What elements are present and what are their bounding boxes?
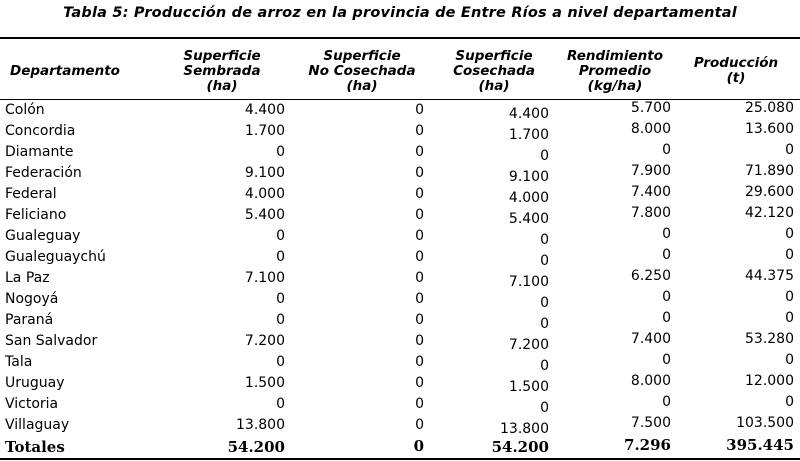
value-cell: 13.800 <box>500 421 549 437</box>
value-cell: 8.000 <box>630 373 671 389</box>
value-cell: 0 <box>540 232 549 248</box>
department-cell: Concordia <box>5 123 76 139</box>
value-cell: 1.500 <box>244 375 285 391</box>
column-header-1 <box>158 44 286 98</box>
table-row <box>0 247 800 268</box>
column-header-5 <box>680 44 792 98</box>
value-cell: 0 <box>662 310 671 326</box>
department-cell: Gualeguaychú <box>5 249 106 265</box>
value-cell: 0 <box>662 352 671 368</box>
column-header-line: Producción <box>693 55 779 71</box>
department-cell: Tala <box>5 354 33 370</box>
value-cell: 0 <box>415 249 424 265</box>
table-row <box>0 100 800 121</box>
table-row <box>0 268 800 289</box>
department-cell: Feliciano <box>5 207 67 223</box>
value-cell: 0 <box>540 148 549 164</box>
department-cell: Federal <box>5 186 57 202</box>
column-header-3 <box>438 44 550 98</box>
value-cell: 0 <box>785 289 794 305</box>
value-cell: 103.500 <box>736 415 794 431</box>
value-cell: 5.400 <box>508 211 549 227</box>
value-cell: 71.890 <box>745 163 794 179</box>
column-header-line: (t) <box>726 70 746 86</box>
value-cell: 4.400 <box>508 106 549 122</box>
value-cell: 4.400 <box>244 102 285 118</box>
column-header-line: Cosechada <box>453 62 535 79</box>
value-cell: 0 <box>276 249 285 265</box>
department-cell: Colón <box>5 102 45 118</box>
table-row <box>0 142 800 163</box>
department-cell: Paraná <box>5 312 54 328</box>
value-cell: 0 <box>540 316 549 332</box>
value-cell: 7.200 <box>508 337 549 353</box>
column-header-line: Promedio <box>578 62 652 79</box>
value-cell: 4.000 <box>244 186 285 202</box>
column-header-line: No Cosechada <box>308 62 416 79</box>
value-cell: 0 <box>415 165 424 181</box>
department-cell: Uruguay <box>5 375 65 391</box>
value-cell: 7.296 <box>624 436 671 454</box>
column-header-line: (ha) <box>478 77 510 94</box>
column-header-line: (ha) <box>206 77 238 94</box>
value-cell: 1.700 <box>244 123 285 139</box>
value-cell: 0 <box>540 358 549 374</box>
table-row <box>0 310 800 331</box>
value-cell: 0 <box>785 247 794 263</box>
column-header-line: Departamento <box>10 62 120 79</box>
value-cell: 0 <box>415 375 424 391</box>
value-cell: 5.400 <box>244 207 285 223</box>
value-cell: 42.120 <box>745 205 794 221</box>
value-cell: 0 <box>415 207 424 223</box>
column-header-line: Rendimiento <box>567 47 663 64</box>
value-cell: 0 <box>276 291 285 307</box>
table-row <box>0 331 800 352</box>
table-row <box>0 394 800 415</box>
value-cell: 7.400 <box>630 184 671 200</box>
department-cell: San Salvador <box>5 333 98 349</box>
value-cell: 7.100 <box>244 270 285 286</box>
value-cell: 0 <box>785 142 794 158</box>
table-top-rule <box>0 37 800 39</box>
department-cell: Diamante <box>5 144 74 160</box>
value-cell: 0 <box>540 400 549 416</box>
table-row <box>0 121 800 142</box>
value-cell: 0 <box>415 417 424 433</box>
column-header-4 <box>556 44 674 98</box>
value-cell: 0 <box>276 144 285 160</box>
column-header-0 <box>4 44 150 98</box>
value-cell: 0 <box>415 144 424 160</box>
value-cell: 7.400 <box>630 331 671 347</box>
table-row <box>0 163 800 184</box>
value-cell: 9.100 <box>508 169 549 185</box>
table-title: Tabla 5: Producción de arroz en la provincia de Entre Ríos a nivel departamental <box>63 5 737 21</box>
value-cell: 0 <box>276 312 285 328</box>
totals-row <box>0 436 800 457</box>
value-cell: 0 <box>415 354 424 370</box>
value-cell: 0 <box>415 102 424 118</box>
value-cell: 44.375 <box>745 268 794 284</box>
value-cell: 0 <box>662 142 671 158</box>
column-header-line: Superficie <box>455 47 533 64</box>
value-cell: 395.445 <box>726 436 794 454</box>
table-body <box>0 100 800 457</box>
department-cell: Totales <box>5 438 65 456</box>
value-cell: 0 <box>785 310 794 326</box>
value-cell: 0 <box>415 396 424 412</box>
department-cell: La Paz <box>5 270 50 286</box>
value-cell: 7.500 <box>630 415 671 431</box>
value-cell: 0 <box>662 247 671 263</box>
value-cell: 1.700 <box>508 127 549 143</box>
value-cell: 8.000 <box>630 121 671 137</box>
department-cell: Villaguay <box>5 417 70 433</box>
column-header-line: (ha) <box>346 77 378 94</box>
value-cell: 54.200 <box>491 438 549 456</box>
column-header-2 <box>292 44 432 98</box>
value-cell: 54.200 <box>227 438 285 456</box>
value-cell: 0 <box>276 354 285 370</box>
table-row <box>0 289 800 310</box>
value-cell: 0 <box>785 394 794 410</box>
value-cell: 0 <box>415 312 424 328</box>
value-cell: 0 <box>415 333 424 349</box>
table-row <box>0 352 800 373</box>
value-cell: 7.800 <box>630 205 671 221</box>
value-cell: 0 <box>662 394 671 410</box>
value-cell: 0 <box>662 289 671 305</box>
value-cell: 4.000 <box>508 190 549 206</box>
value-cell: 0 <box>540 253 549 269</box>
value-cell: 7.200 <box>244 333 285 349</box>
department-cell: Nogoyá <box>5 291 59 307</box>
value-cell: 0 <box>540 295 549 311</box>
value-cell: 0 <box>415 291 424 307</box>
table-row <box>0 226 800 247</box>
value-cell: 0 <box>413 437 424 455</box>
value-cell: 1.500 <box>508 379 549 395</box>
column-header-line: Superficie <box>323 47 401 64</box>
value-cell: 0 <box>785 226 794 242</box>
table-bottom-rule <box>0 458 800 460</box>
table-row <box>0 415 800 436</box>
department-cell: Gualeguay <box>5 228 81 244</box>
value-cell: 0 <box>276 396 285 412</box>
value-cell: 7.100 <box>508 274 549 290</box>
table-row <box>0 373 800 394</box>
value-cell: 0 <box>415 270 424 286</box>
value-cell: 0 <box>415 186 424 202</box>
value-cell: 25.080 <box>745 100 794 116</box>
value-cell: 0 <box>662 226 671 242</box>
value-cell: 12.000 <box>745 373 794 389</box>
value-cell: 13.800 <box>236 417 285 433</box>
value-cell: 5.700 <box>630 100 671 116</box>
value-cell: 0 <box>415 123 424 139</box>
table-row <box>0 184 800 205</box>
value-cell: 0 <box>415 228 424 244</box>
value-cell: 7.900 <box>630 163 671 179</box>
department-cell: Federación <box>5 165 82 181</box>
value-cell: 6.250 <box>630 268 671 284</box>
value-cell: 53.280 <box>745 331 794 347</box>
table-row <box>0 205 800 226</box>
department-cell: Victoria <box>5 396 59 412</box>
value-cell: 29.600 <box>745 184 794 200</box>
column-header-line: (kg/ha) <box>587 77 643 94</box>
column-header-line: Sembrada <box>183 62 261 79</box>
column-header-line: Superficie <box>183 47 261 64</box>
value-cell: 9.100 <box>244 165 285 181</box>
value-cell: 0 <box>276 228 285 244</box>
value-cell: 13.600 <box>745 121 794 137</box>
value-cell: 0 <box>785 352 794 368</box>
